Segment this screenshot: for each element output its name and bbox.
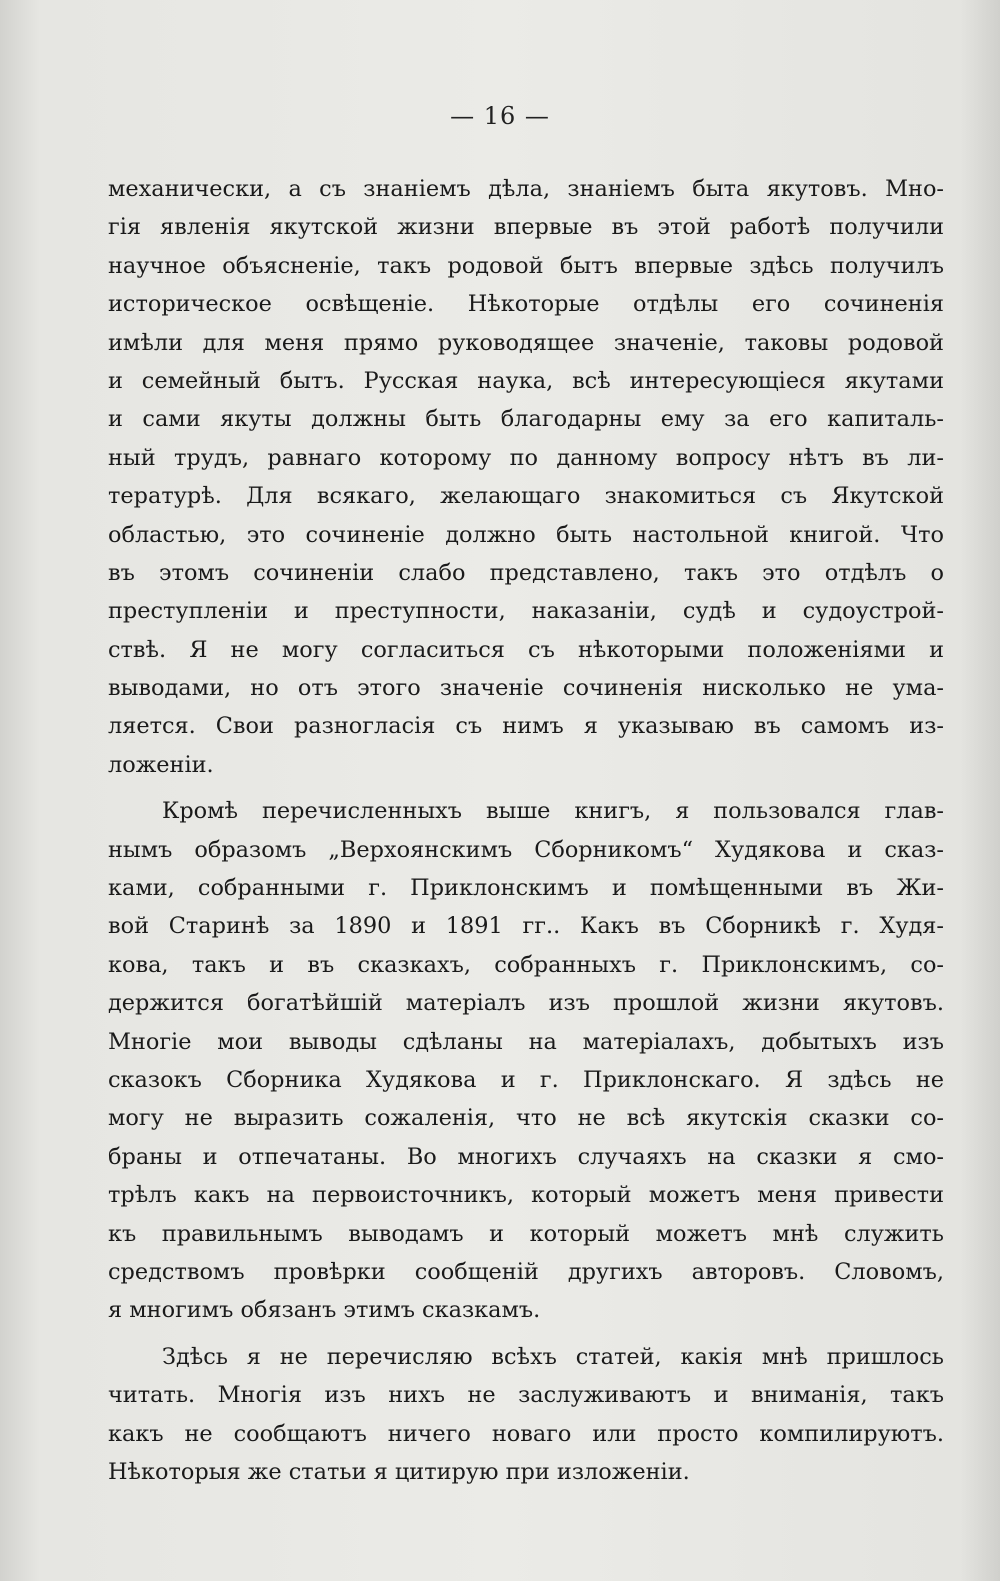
text-line: и сами якуты должны быть благодарны ему за его капиталь-	[108, 406, 944, 433]
text-line: держится богатѣйшій матеріалъ изъ прошлой жизни якутовъ.	[108, 990, 944, 1017]
text-line: вой Старинѣ за 1890 и 1891 гг.. Какъ въ Сборникѣ г. Худя-	[108, 913, 944, 940]
text-line: ляется. Свои разногласія съ нимъ я указываю въ самомъ из-	[108, 713, 944, 740]
text-line: областью, это сочиненіе должно быть настольной книгой. Что	[108, 521, 944, 548]
text-line: какъ не сообщаютъ ничего новаго или просто компилируютъ.	[108, 1420, 944, 1447]
text-line: сказокъ Сборника Худякова и г. Приклонскаго. Я здѣсь не	[108, 1066, 944, 1093]
text-line: Здѣсь я не перечисляю всѣхъ статей, какія мнѣ пришлось	[162, 1343, 944, 1370]
text-line: нымъ образомъ „Верхоянскимъ Сборникомъ“ Худякова и сказ-	[108, 836, 944, 863]
text-line: научное объясненіе, такъ родовой бытъ впервые здѣсь получилъ	[108, 252, 944, 279]
paragraph-1	[108, 170, 944, 784]
text-line: кова, такъ и въ сказкахъ, собранныхъ г. Приклонскимъ, со-	[108, 951, 944, 978]
text-line: выводами, но отъ этого значеніе сочиненія нисколько не ума-	[108, 675, 944, 702]
text-line: къ правильнымъ выводамъ и который можетъ мнѣ служить	[108, 1220, 944, 1247]
text-line: въ этомъ сочиненіи слабо представлено, такъ это отдѣлъ о	[108, 559, 944, 586]
text-line: ный трудъ, равнаго которому по данному вопросу нѣтъ въ ли-	[108, 444, 944, 471]
text-line: преступленіи и преступности, наказаніи, судѣ и судоустрой-	[108, 598, 944, 625]
text-line: тературѣ. Для всякаго, желающаго знакомиться съ Якутской	[108, 483, 944, 510]
text-line: Нѣкоторыя же статьи я цитирую при изложеніи.	[108, 1458, 690, 1485]
text-line: могу не выразить сожаленія, что не всѣ якутскія сказки со-	[108, 1105, 944, 1132]
body-text	[108, 170, 944, 1491]
text-line: ками, собранными г. Приклонскимъ и помѣщенными въ Жи-	[108, 875, 944, 902]
text-line: Многіе мои выводы сдѣланы на матеріалахъ, добытыхъ изъ	[108, 1028, 944, 1055]
page-number: — 16 —	[450, 102, 550, 130]
text-line: имѣли для меня прямо руководящее значеніе, таковы родовой	[108, 329, 944, 356]
text-line: я многимъ обязанъ этимъ сказкамъ.	[108, 1297, 541, 1324]
paragraph-3	[108, 1338, 944, 1492]
text-line: и семейный бытъ. Русская наука, всѣ интересующіеся якутами	[108, 367, 944, 394]
text-line: средствомъ провѣрки сообщеній другихъ авторовъ. Словомъ,	[108, 1258, 944, 1285]
text-line: трѣлъ какъ на первоисточникъ, который можетъ меня привести	[108, 1182, 944, 1209]
text-line: гія явленія якутской жизни впервые въ этой работѣ получили	[108, 214, 944, 241]
text-line: ствѣ. Я не могу согласиться съ нѣкоторыми положеніями и	[108, 636, 944, 663]
text-line: историческое освѣщеніе. Нѣкоторые отдѣлы его сочиненія	[108, 291, 944, 318]
text-line: механически, а съ знаніемъ дѣла, знаніемъ быта якутовъ. Мно-	[108, 176, 944, 202]
paragraph-2	[108, 792, 944, 1329]
text-line: Кромѣ перечисленныхъ выше книгъ, я пользовался глав-	[162, 798, 944, 825]
text-line: браны и отпечатаны. Во многихъ случаяхъ на сказки я смо-	[108, 1143, 944, 1170]
text-line: ложеніи.	[108, 751, 214, 778]
text-line: читать. Многія изъ нихъ не заслуживаютъ и вниманія, такъ	[108, 1382, 944, 1409]
